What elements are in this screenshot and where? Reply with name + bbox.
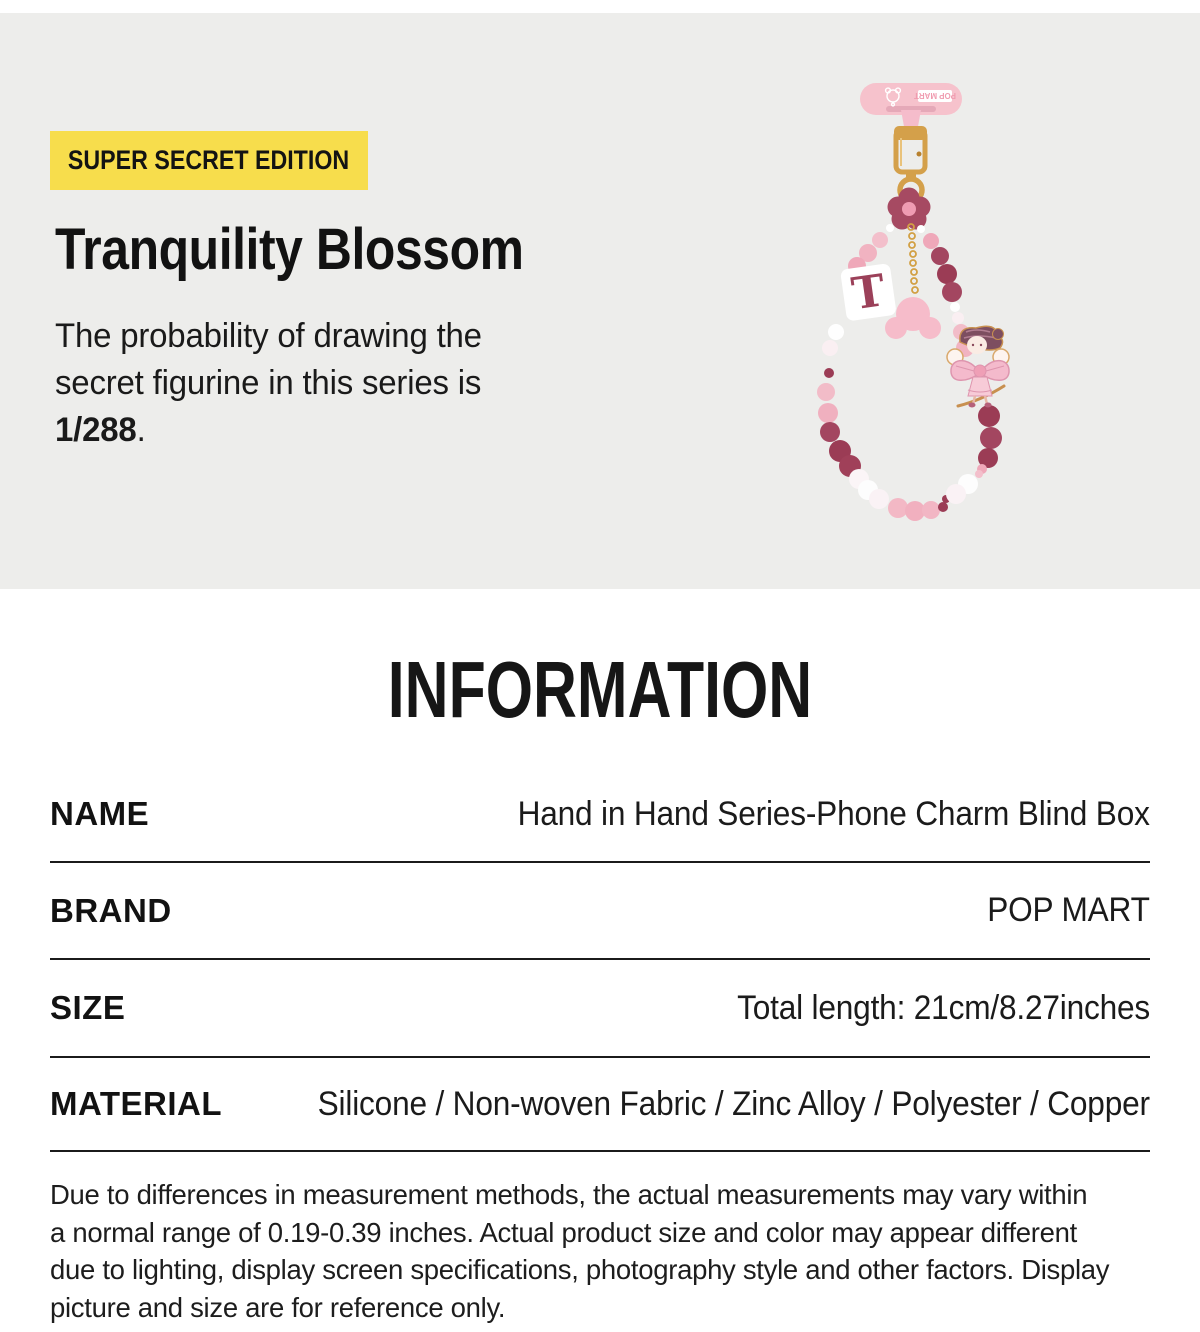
row-label-brand: BRAND [50,891,172,929]
bead [917,225,925,233]
bead [975,470,983,478]
bead [820,422,840,442]
bead [946,484,966,504]
bead [888,498,908,518]
bead [828,324,844,340]
probability-line-2: secret figurine in this series is [55,364,482,402]
row-value-brand: POP MART [987,891,1150,929]
probability-text [55,313,482,454]
hero-section [0,13,1200,589]
bead [822,340,838,356]
table-row-material [50,1058,1150,1152]
bead [922,501,940,519]
table-row-name [50,767,1150,863]
svg-text:POP MART: POP MART [913,91,957,100]
bead [872,232,888,248]
row-value-size: Total length: 21cm/8.27inches [737,988,1150,1027]
information-heading: INFORMATION [387,645,813,734]
bead [938,502,948,512]
carabiner-clasp [894,126,927,172]
row-label-name: NAME [50,795,150,832]
bead [869,489,889,509]
row-value-material: Silicone / Non-woven Fabric / Zinc Alloy / Polyester / Copper [317,1084,1150,1123]
disclaimer-line-2: a normal range of 0.19-0.39 inches. Actual product size and color may appear different [50,1216,1077,1248]
disclaimer-line-1: Due to differences in measurement methods, the actual measurements may vary within [50,1179,1088,1210]
bead [923,233,939,249]
svg-text:T: T [848,265,889,321]
probability-line-1: The probability of drawing the [55,317,482,355]
gold-chain [908,224,918,293]
bead [931,247,949,265]
product-image [780,70,1090,570]
probability-period: . [136,411,146,449]
disclaimer-line-4: picture and size are for reference only. [50,1291,506,1323]
table-row-brand [50,863,1150,960]
info-table [50,767,1150,1152]
disclaimer-text [50,1176,1109,1326]
bead [937,264,957,284]
row-label-size: SIZE [50,989,126,1026]
bead [824,368,834,378]
page-title: Tranquility Blossom [55,217,524,282]
bead [952,312,964,324]
probability-value: 1/288 [55,411,137,449]
bead [942,282,962,302]
bead [978,405,1000,427]
edition-badge [50,131,368,190]
row-label-material: MATERIAL [50,1085,223,1122]
t-letter-charm [840,263,897,321]
edition-badge-label: SUPER SECRET EDITION [68,145,350,175]
bead [980,427,1002,449]
table-row-size [50,960,1150,1058]
row-value-name: Hand in Hand Series-Phone Charm Blind Box [517,794,1150,833]
bead [905,501,925,521]
bead [818,403,838,423]
probability-line-3 [55,407,482,454]
popmart-tab-logo [914,90,956,102]
disclaimer-line-3: due to lighting, display screen specifications, photography style and other factors. Display [50,1254,1110,1285]
bead [817,383,835,401]
bead [950,302,960,312]
bead [886,224,894,232]
